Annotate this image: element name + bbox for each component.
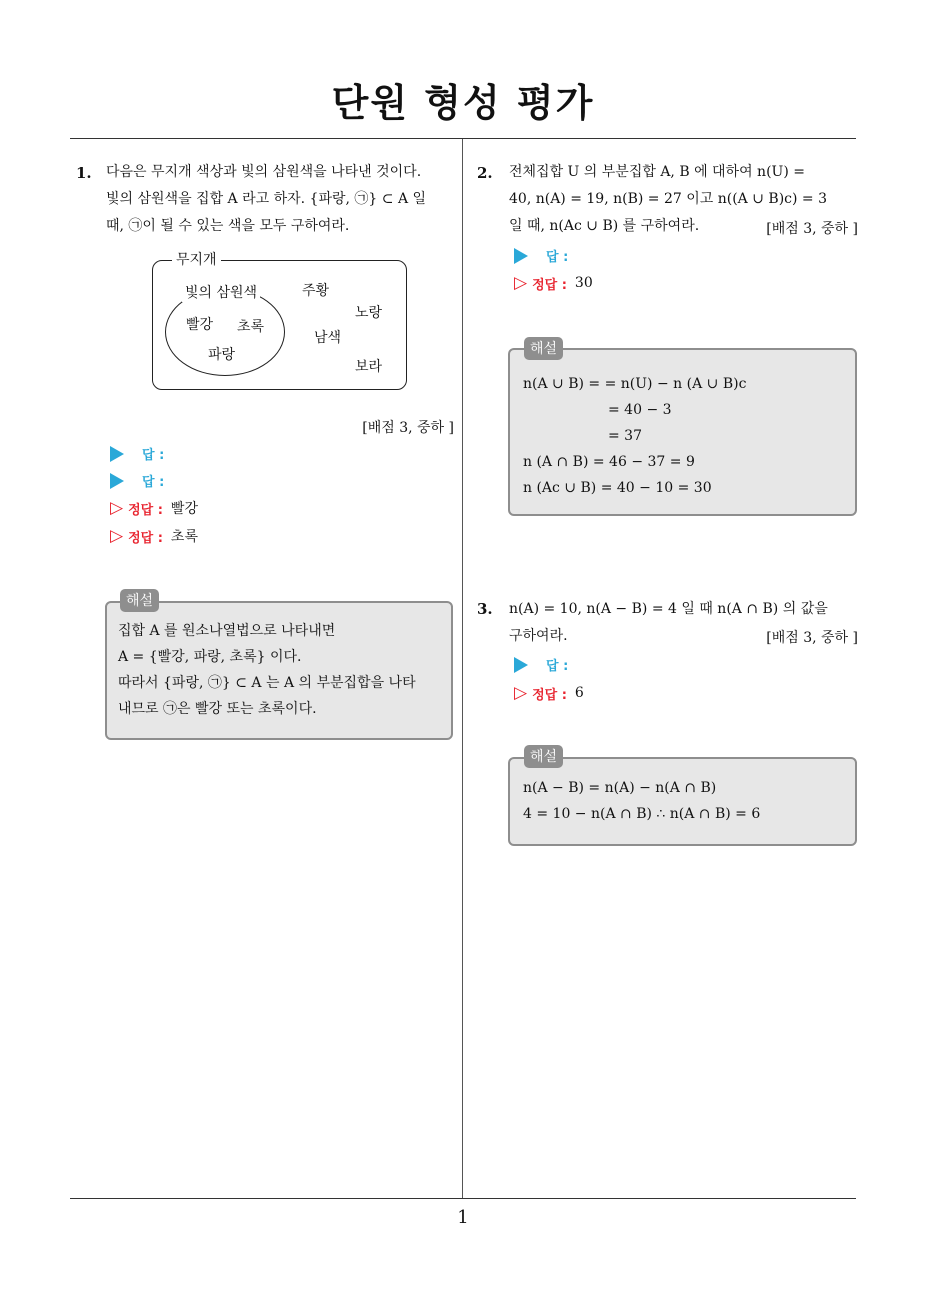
- q2-points: [배점 3, 중하 ]: [766, 221, 858, 237]
- q3-solution-line-2: 4 = 10 − n(A ∩ B) ∴ n(A ∩ B) = 6: [523, 806, 761, 822]
- q2-correct-row: [514, 273, 593, 293]
- venn-inside-blue: 파랑: [208, 347, 236, 363]
- q2-solution-line-1: n(A ∪ B) = = n(U) − n (A ∪ B)c: [523, 376, 747, 392]
- q3-answer-row: [514, 655, 568, 674]
- q1-correct-row-2: [110, 526, 198, 546]
- q1-solution-line-2: A = {빨강, 파랑, 초록} 이다.: [118, 649, 302, 665]
- q1-solution-body: [118, 618, 416, 722]
- venn-outside-indigo: 남색: [314, 330, 342, 346]
- venn-outside-yellow: 노랑: [355, 305, 383, 321]
- correct-answer-value: 30: [574, 275, 593, 291]
- top-rule: [70, 138, 856, 139]
- correct-arrow-icon: ▷: [110, 498, 124, 518]
- venn-inside-green: 초록: [237, 319, 265, 335]
- answer-label: 답 :: [546, 659, 569, 674]
- correct-arrow-icon: ▷: [514, 683, 528, 703]
- correct-answer-value: 빨강: [170, 501, 198, 517]
- q2-solution-tag: 해설: [524, 337, 563, 360]
- q1-solution-tag: 해설: [120, 589, 159, 612]
- q1-line-3: 때, ㉠이 될 수 있는 색을 모두 구하여라.: [106, 218, 350, 234]
- correct-answer-value: 6: [574, 685, 584, 701]
- page-title: 단원 형성 평가: [331, 81, 595, 125]
- q2-line-3: 일 때, n(Ac ∪ B) 를 구하여라.: [509, 218, 700, 234]
- venn-outside-violet: 보라: [355, 359, 383, 375]
- q3-correct-row: [514, 683, 584, 703]
- q1-line-1: 다음은 무지개 색상과 빛의 삼원색을 나타낸 것이다.: [106, 164, 422, 180]
- q1-points: [배점 3, 중하 ]: [362, 420, 454, 436]
- q3-solution-body: [523, 776, 760, 828]
- q2-line-1: 전체집합 U 의 부분집합 A, B 에 대하여 n(U) =: [509, 164, 805, 180]
- venn-inside-red: 빨강: [186, 317, 214, 333]
- q2-solution-line-2: = 40 − 3: [608, 402, 672, 418]
- q1-solution-line-1: 집합 A 를 원소나열법으로 나타내면: [118, 623, 336, 639]
- q3-line-1: n(A) = 10, n(A − B) = 4 일 때 n(A ∩ B) 의 값을: [509, 601, 828, 617]
- q1-answer-row-1: [110, 444, 164, 463]
- q3-number: 3.: [477, 600, 493, 618]
- answer-arrow-icon: [110, 473, 124, 489]
- venn-outside-orange: 주황: [302, 283, 330, 299]
- column-divider: [462, 139, 463, 1198]
- correct-answer-value: 초록: [170, 529, 198, 545]
- correct-label: 정답 :: [128, 530, 163, 546]
- q1-text: [106, 159, 454, 240]
- q1-solution-line-4: 내므로 ㉠은 빨강 또는 초록이다.: [118, 701, 317, 717]
- q1-solution-box: [105, 601, 453, 740]
- correct-label: 정답 :: [532, 687, 567, 703]
- answer-arrow-icon: [514, 657, 528, 673]
- q2-solution-line-5: n (Ac ∪ B) = 40 − 10 = 30: [523, 480, 712, 496]
- q3-solution-box: [508, 757, 857, 846]
- correct-label: 정답 :: [128, 502, 163, 518]
- q3-points: [배점 3, 중하 ]: [766, 630, 858, 646]
- q1-line-2: 빛의 삼원색을 집합 A 라고 하자. {파랑, ㉠} ⊂ A 일: [106, 191, 427, 207]
- primary-colors-label: 빛의 삼원색: [182, 282, 260, 302]
- q1-solution-line-3: 따라서 {파랑, ㉠} ⊂ A 는 A 의 부분집합을 나타: [118, 675, 416, 691]
- q1-answer-row-2: [110, 471, 164, 490]
- page-number: 1: [457, 1207, 469, 1228]
- q1-correct-row-1: [110, 498, 198, 518]
- q2-solution-line-3: = 37: [608, 428, 642, 444]
- correct-arrow-icon: ▷: [110, 526, 124, 546]
- bottom-rule: [70, 1198, 856, 1199]
- q2-number: 2.: [477, 164, 493, 182]
- answer-arrow-icon: [110, 446, 124, 462]
- answer-arrow-icon: [514, 248, 528, 264]
- rainbow-label: 무지개: [172, 249, 221, 269]
- q2-solution-box: [508, 348, 857, 516]
- q3-solution-tag: 해설: [524, 745, 563, 768]
- answer-label: 답 :: [546, 250, 569, 265]
- q2-solution-body: [523, 372, 746, 502]
- q3-line-2: 구하여라.: [509, 628, 568, 644]
- correct-arrow-icon: ▷: [514, 273, 528, 293]
- q3-solution-line-1: n(A − B) = n(A) − n(A ∩ B): [523, 780, 717, 796]
- q2-line-2: 40, n(A) = 19, n(B) = 27 이고 n((A ∪ B)c) = 3: [509, 191, 828, 207]
- q1-number: 1.: [76, 164, 92, 182]
- answer-label: 답 :: [142, 475, 165, 490]
- q2-solution-line-4: n (A ∩ B) = 46 − 37 = 9: [523, 454, 695, 470]
- q2-answer-row: [514, 246, 568, 265]
- answer-label: 답 :: [142, 448, 165, 463]
- correct-label: 정답 :: [532, 277, 567, 293]
